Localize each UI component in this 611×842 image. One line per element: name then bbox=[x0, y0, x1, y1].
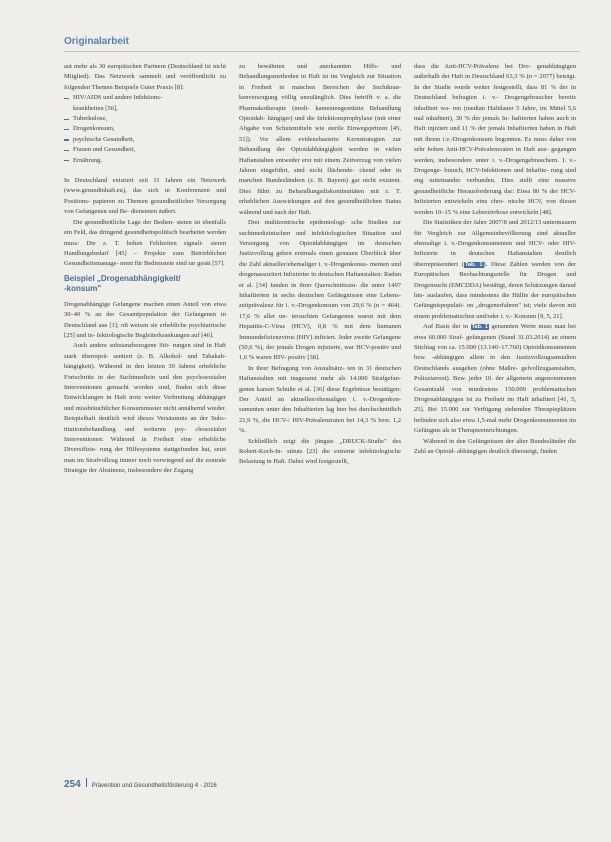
paragraph: In Deutschland existiert seit 11 Jahren ein Netzwerk (www.gesundinhaft.eu), das sich in Konferenzen und Positions- papieren zu Themen gesundheitlicher Versorgung von Gefangenen und Be- diensteten äußert. bbox=[64, 177, 226, 216]
text-column-3 bbox=[414, 62, 576, 457]
bullet-list bbox=[64, 93, 226, 166]
paragraph: Drei multizentrische epidemiologi- sche Studien zur suchtmedizinischen und infektiologischen Situation und Versorgung von Opioidabhängigen im deutschen Justizvollzug geben erstmals einen genauen Überblick über die Zahl aktueller/ehemaliger i. v.-Drogenkonsu- menten und drogenassoziiert Infizierter in deutschen Haftanstalten: Radun et al. [34] fanden in ihrer Querschnittsstu- die unter 1497 Inhaftierten in sechs deutschen Gefängnissen eine Lebens- zeitprävalenz für i. v.-Drogenkonsum von 29,6 % (n = 464). 17,6 % aller un- tersuchten Gefangenen waren mit dem Hepatitis-C-Virus (HCV), 0,8 % mit dem humanen Immundefizienzvirus (HIV) infiziert. Jeder zweite Gefangene (50,6 %), der jemals Drogen injizierte, war HCV-positiv und 1,6 % waren HIV- positiv [38]. bbox=[239, 219, 402, 362]
page-number: 254 bbox=[64, 779, 81, 790]
section-heading: Beispiel „Drogenabhängigkeit/ -konsum" bbox=[64, 273, 181, 293]
paragraph: Während in den Gefängnissen der alter Bundesländer die Zahl an Opioid- abhängigen deutlich übersteigt, finden bbox=[414, 437, 576, 456]
footer-divider bbox=[86, 778, 87, 787]
paragraph: dass die Anti-HCV-Prävalenz bei Dro- genabhängigen außerhalb der Haft in Deutschland 63,3 % (n = 2077) beträgt. In der Studie wurde weiter festgestellt, dass 81 % der in Deutschland befragten i. v.- Drogengebraucher bereits inhaftiert wa- ren (median Haftdauer 5 Jahre, im Mittel 5,6 mal inhaftiert), 30 % der jemals In- haftierten haben auch in Haft injiziert und 11 % der jemals Inhaftierten haben in Haft mit ihrem i.v.-Drogenkonsum begonnen. Es muss daher von sehr hohen Anti-HCV-Prävalenzraten in Haft aus- gegangen werden, insbesondere unter i. v.-Drogengebrauchern. I. v.-Drogenge- brauch, HCV-Infektionen und Inhaftie- rung sind eng miteinander verbunden. Dies stellt eine massive gesundheitliche Herausforderung dar: Etwa 80 % der HCV-Infizierten entwickeln eine chro- nische HCV, von diesen werden 10–15 % eine Leberzirrhose entwickeln [48]. bbox=[414, 63, 577, 216]
text-column-2 bbox=[239, 62, 401, 468]
list-item: Ernährung. bbox=[64, 156, 226, 166]
paragraph: Auch andere substanzbezogene Stö- rungen sind in Haft stark überreprä- sentiert (z. B. Alkohol- und Tabakab- hängigkeit). Während in den letzten 30 Jahren erhebliche Fortschritte in der Suchtmedizin und den psychosozialen Interventionen gemacht worden sind, finden sich diese Entwicklungen in Haft trotz weiter Verbreitung abhängiger und missbräuchlicher Konsummuster nicht annähernd wieder. Beispielhaft deutlich wird dieses Versäumnis an der Subs- titutionsbehandlung und weiteren psy- chosozialen Interventionen: Während in Freiheit eine erhebliche Diversifizie- rung der Hilfesysteme stattgefunden hat, setzt man im Strafvollzug immer noch vorwiegend auf die zentrale Strategie der Abstinenz, insbesondere der Zugang bbox=[64, 342, 227, 475]
list-item: Frauen und Gesundheit, bbox=[64, 145, 226, 155]
paragraph: Drogenabhängige Gefangene machen einen Anteil von etwa 30–40 % an der Gesamtpopulation der Gefangenen in Deutschland aus [1]; oft weisen sie erhebliche psychiatrische [25] und in- fektiologische Begleiterkrankungen auf [46]. bbox=[64, 300, 227, 339]
paragraph: Auf Basis der in Tab. 1 genannten Werte muss man bei etwa 60.000 Straf- gefangenen (Stand 31.03.2014) an einem Stichtag von ca. 15.000 (13.140–17.760) Opioidkonsumenten bzw. -abhängigen allein in den Justizvollzugsanstalten Deutschlands ausgehen (ohne Maßre- gelvollzugsanstalten, Polizeiarrest). Bzw. jeder 10. der allgemein angenommenen Gesamtzahl von mindestens 150.000 problematischen Drogenabhängigen ist zu Freiheit im Haft inhaftiert [41, 5, 25]. Bei 15.000 zur Verfügung stehenden Therapieplätzen befinden sich also etwa 1,5-mal mehr Drogenkonsumenten im Gefängnis als in Therapieeinrichtungen. bbox=[414, 323, 577, 435]
paragraph: Schließlich zeigt die jüngste „DRUCK-Studie" des Robert-Koch-In- stituts [23] die extreme infektiologische Belastung in Haft. Dabei wird festgestellt, bbox=[239, 437, 402, 466]
table-reference-link[interactable]: Tab. 1 bbox=[464, 261, 483, 268]
text-column-1 bbox=[64, 62, 226, 477]
paragraph: Die Statistiken der Jahre 2007/8 und 2012/13 untermauern für Vergleich zur Allgemeinbevölkerung sind aktueller ehemalige i. v.-Drogenkonsumenten und HCV- oder HIV-Infizierte in deutschen Haftanstalten deutlich überrepräsentiert (Tab. 1). Diese Zahlen werden von der Europäischen Beobachtungsstelle für Drogen und Drogensucht (EMCDDA) bestätigt, deren Schätzungen darauf hin- auslaufen, dass mindestens die Hälfte der europäischen Gefängnispopulati- on „drogenerfahren" ist; viele davon mit einem problematischen und/oder i. v.- Konsum [9, 5, 21]. bbox=[414, 219, 577, 320]
paragraph: aut mehr als 30 europäischen Partnern (Deutschland ist nicht Mitglied). Das Netzwerk sammelt und veröffentlicht zu folgenden Themen Beispiele Guter Praxis [8]: bbox=[64, 63, 227, 91]
table-reference-link[interactable]: Tab. 1 bbox=[471, 324, 488, 331]
list-item: Tuberkulose, bbox=[64, 114, 226, 124]
journal-citation: Prävention und Gesundheitsförderung 4 · 2016 bbox=[91, 783, 217, 789]
header-divider bbox=[64, 51, 580, 52]
list-item: HIV/AIDS und andere Infektions- krankheiten [56], bbox=[64, 93, 226, 114]
page-footer bbox=[64, 778, 217, 790]
section-label: Originalarbeit bbox=[64, 36, 130, 47]
list-item: psychische Gesundheit, bbox=[64, 135, 226, 145]
paragraph: zu bewährten und anerkannten Hilfs- und Behandlungsmethoden in Haft ist im Vergleich zur Situation in Freiheit in manchen Bereichen der Suchtkran- kenversorgung völlig unzulänglich. Dies betrifft v. a. die Pharmakotherapie (medi- kamentengestützte Behandlung Opioidab- hängiger) und die Infektionsprophylaxe (mit einer Abgabe von Schutzmitteln wie sterile Einwegspritzen [45, 51]). Vor allem evidenzbasierte Kernstrategien zur Behandlung der Opioidabhängigkeit werden in vielen Haftanstalten entweder erst mit einem Zeitverzug von vielen Jahren eingeführt, sind nicht flächende- ckend oder in manchen Bundesländern (z. B. Bayern) gar nicht existent. Dies führt zu Behandlungsdiskontinuitäten mit z. T. erheblichen Auswirkungen auf den gesundheitlichen Status während und nach der Haft. bbox=[239, 63, 402, 216]
paragraph: In ihrer Befragung von Anstaltsärz- ten in 31 deutschen Haftanstalten mit insgesamt mehr als 14.000 Strafgefan- genen kamen Schulte et al. [36] diese Ergebnisse bestätigen: Der Anteil an aktuellen/ehemaligen i. v.-Drogenkon- sumenten unter den Inhaftierten lag hier bei durchschnittlich 21,9 %, die HCV-/ HIV-Prävalenzraten bei 14,3 % bzw. 1,2 %. bbox=[239, 364, 402, 435]
paragraph: Die gesundheitliche Lage der Bedien- steten ist ebenfalls ein Feld, das dringend gesundheitspolitisch bearbeitet werden muss: Die z. T. hohen Fehlzeiten signali- sieren Handlungsbedarf [45] – Projekte zum Betrieblichen Gesundheitsmanage- ment für Bedienstete sind rar gesät [57]. bbox=[64, 218, 226, 268]
list-item: Drogenkonsum, bbox=[64, 124, 226, 134]
